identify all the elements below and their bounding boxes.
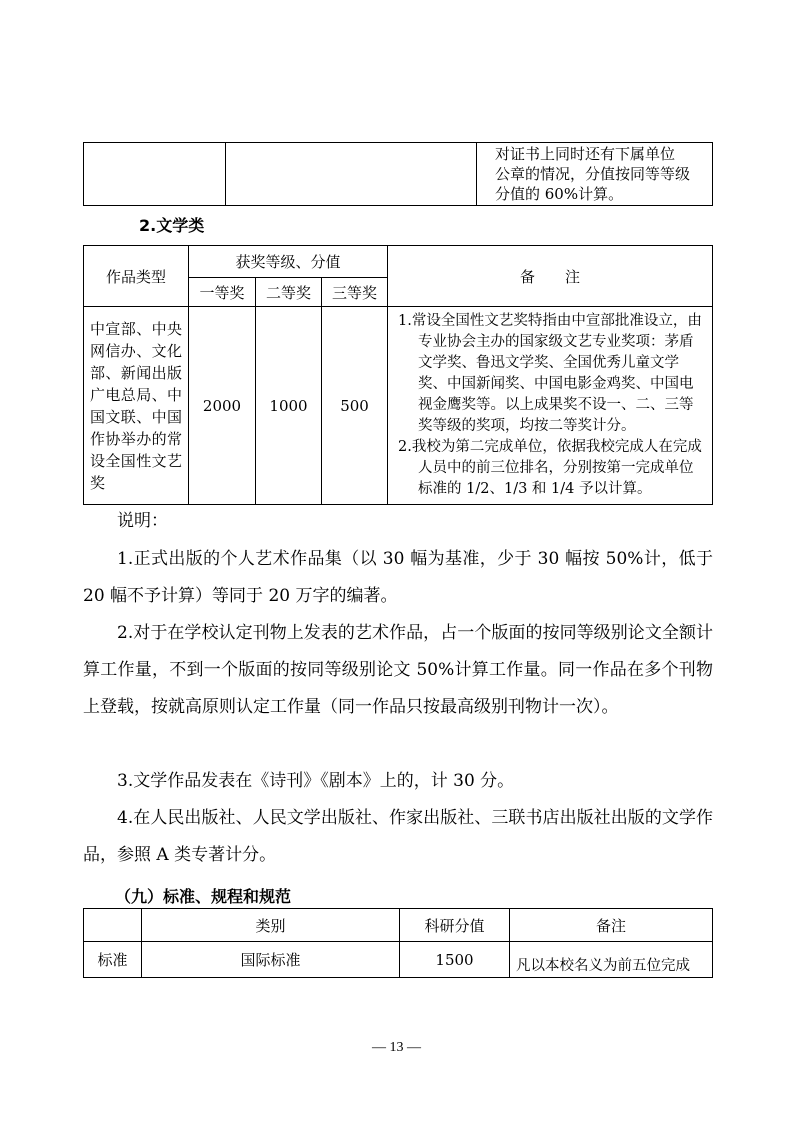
header-third-prize: 三等奖 (322, 278, 388, 307)
page-number: — 13 — (372, 1040, 421, 1055)
explanation-title (83, 503, 713, 540)
explanation-item (83, 763, 713, 800)
empty-cell (84, 143, 226, 206)
explanation-item-text: 2.对于在学校认定刊物上发表的艺术作品，占一个版面的按同等级别论文全额计算工作量，不到一个版面的按同等级别论文 50%计算工作量。同一作品在多个刊物上登载，按就高原则认定工作量（同一作品只按最高级别刊物计一次）。 (83, 623, 713, 717)
work-type-cell: 中宣部、中央网信办、文化部、新闻出版广电总局、中国文联、中国作协举办的常设全国性文艺奖 (84, 307, 189, 505)
explanation-item (83, 541, 713, 615)
continuation-note (477, 143, 713, 206)
explanation-item (83, 615, 713, 726)
header-category: 类别 (142, 909, 400, 942)
explanation-item-text: 3.文学作品发表在《诗刊》《剧本》上的，计 30 分。 (117, 771, 515, 791)
notes-cell (388, 307, 713, 505)
empty-header-cell (84, 909, 142, 942)
header-second-prize: 二等奖 (256, 278, 322, 307)
empty-cell (226, 143, 477, 206)
header-award-level: 获奖等级、分值 (189, 246, 388, 278)
note-item: 1.常设全国性文艺奖特指由中宣部批准设立，由专业协会主办的国家级文艺专业奖项：茅盾文学奖、鲁迅文学奖、全国优秀儿童文学奖、中国新闻奖、中国电影金鸡奖、中国电视金鹰奖等。以上成果奖不设一、二、三等奖等级的奖项，均按二等奖计分。 (398, 313, 702, 434)
second-prize-value: 1000 (256, 307, 322, 505)
first-prize-value: 2000 (189, 307, 256, 505)
third-prize-value: 500 (322, 307, 388, 505)
section-heading-literature: 2.文学类 (139, 216, 205, 235)
header-work-type: 作品类型 (84, 246, 189, 307)
literature-award-table (83, 245, 713, 505)
note-line: 公章的情况，分值按同等等级 (495, 165, 691, 183)
explanation-item (83, 800, 713, 874)
row-label: 标准 (84, 942, 142, 978)
header-score: 科研分值 (400, 909, 510, 942)
explanation-title-text: 说明： (117, 511, 168, 531)
note-item: 2.我校为第二完成单位，依据我校完成人在完成人员中的前三位排名，分别按第一完成单位标准的 1/2、1/3 和 1/4 予以计算。 (398, 439, 702, 497)
category-cell: 国际标准 (142, 942, 400, 978)
note-line: 分值的 60%计算。 (495, 185, 624, 203)
note-line: 对证书上同时还有下属单位 (495, 145, 676, 163)
header-first-prize: 一等奖 (189, 278, 256, 307)
notes-cell: 凡以本校名义为前五位完成 (510, 942, 713, 978)
standards-table (83, 908, 713, 978)
header-notes: 备注 (510, 909, 713, 942)
header-notes: 备 注 (388, 246, 713, 307)
section-heading-standards: （九）标准、规程和规范 (115, 887, 292, 906)
score-cell: 1500 (400, 942, 510, 978)
explanation-item-text: 4.在人民出版社、人民文学出版社、作家出版社、三联书店出版社出版的文学作品，参照 A 类专著计分。 (83, 808, 713, 865)
explanation-item-text: 1.正式出版的个人艺术作品集（以 30 幅为基准，少于 30 幅按 50%计，低于 20 幅不予计算）等同于 20 万字的编著。 (83, 549, 713, 606)
continuation-table (83, 142, 713, 206)
